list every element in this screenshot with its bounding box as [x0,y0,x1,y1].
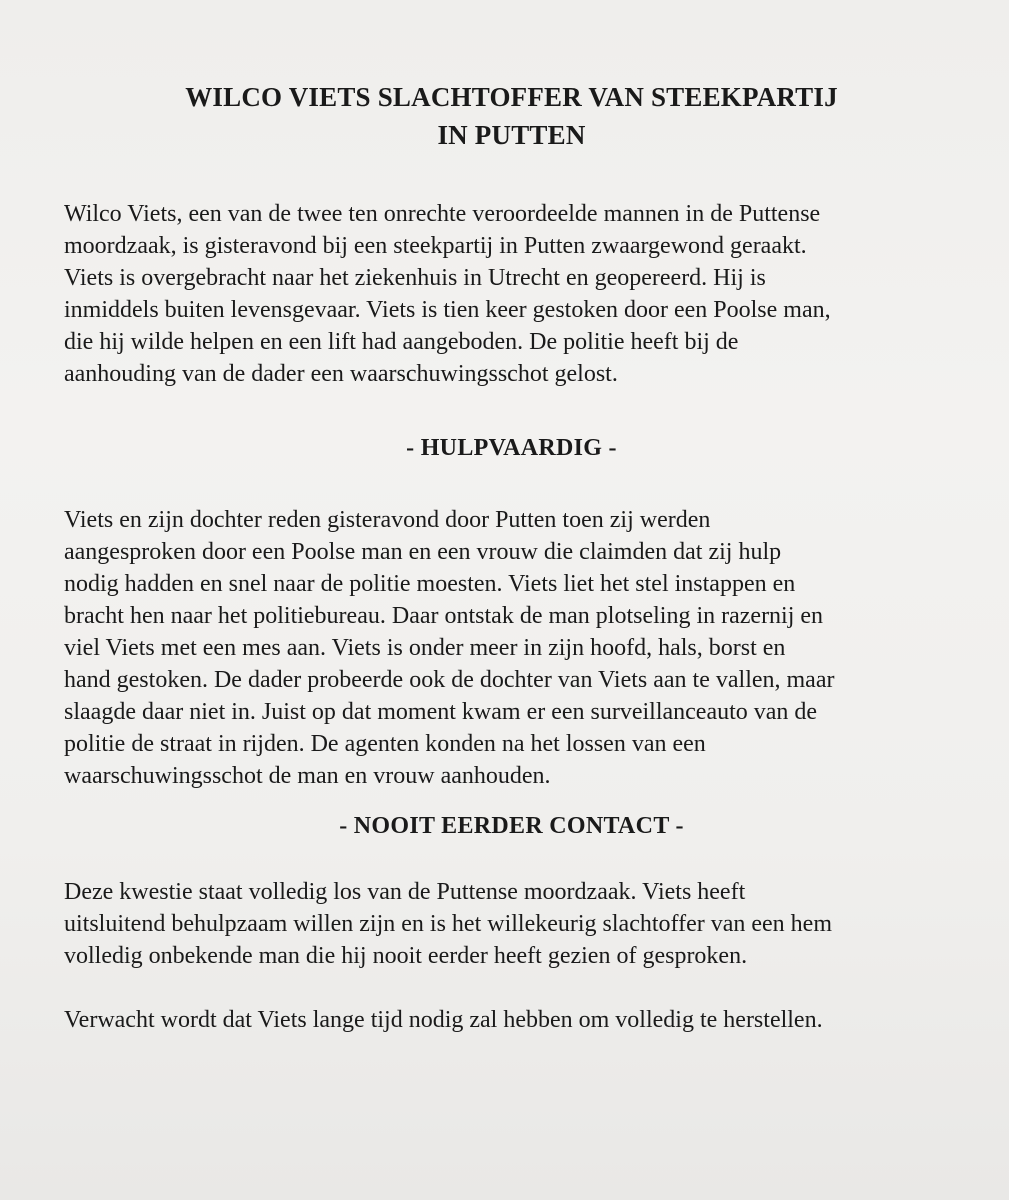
text-line: aanhouding van de dader een waarschuwingsschot gelost. [64,361,618,387]
section-paragraph-hulpvaardig [64,504,969,792]
text-line: nodig hadden en snel naar de politie moesten. Viets liet het stel instappen en [64,571,796,597]
text-line: Wilco Viets, een van de twee ten onrechte veroordeelde mannen in de Puttense [64,201,821,227]
text-line: viel Viets met een mes aan. Viets is onder meer in zijn hoofd, hals, borst en [64,635,786,661]
text-line: volledig onbekende man die hij nooit eerder heeft gezien of gesproken. [64,943,748,969]
text-line: Deze kwestie staat volledig los van de Puttense moordzaak. Viets heeft [64,879,746,905]
text-line: hand gestoken. De dader probeerde ook de dochter van Viets aan te vallen, maar [64,667,835,693]
intro-paragraph [64,198,969,390]
text-line: aangesproken door een Poolse man en een vrouw die claimden dat zij hulp [64,539,782,565]
text-line: inmiddels buiten levensgevaar. Viets is tien keer gestoken door een Poolse man, [64,297,831,323]
title-line: WILCO VIETS SLACHTOFFER VAN STEEKPARTIJ [185,82,838,112]
text-line: Viets en zijn dochter reden gisteravond door Putten toen zij werden [64,507,711,533]
text-line: politie de straat in rijden. De agenten konden na het lossen van een [64,731,706,757]
text-line: Viets is overgebracht naar het ziekenhuis in Utrecht en geopereerd. Hij is [64,265,766,291]
section-heading-hulpvaardig: - HULPVAARDIG - [406,435,617,461]
text-line: moordzaak, is gisteravond bij een steekpartij in Putten zwaargewond geraakt. [64,233,807,259]
text-line: waarschuwingsschot de man en vrouw aanhouden. [64,763,551,789]
text-line: Verwacht wordt dat Viets lange tijd nodig zal hebben om volledig te herstellen. [64,1007,823,1033]
section-heading-nooit-eerder-contact: - NOOIT EERDER CONTACT - [339,813,684,839]
document-title [64,78,969,154]
text-line: die hij wilde helpen en een lift had aangeboden. De politie heeft bij de [64,329,739,355]
closing-paragraph [64,1004,969,1036]
title-line: IN PUTTEN [437,120,586,150]
text-line: bracht hen naar het politiebureau. Daar ontstak de man plotseling in razernij en [64,603,824,629]
text-line: slaagde daar niet in. Juist op dat moment kwam er een surveillanceauto van de [64,699,818,725]
text-line: uitsluitend behulpzaam willen zijn en is het willekeurig slachtoffer van een hem [64,911,832,937]
section-paragraph-nooit-eerder-contact [64,876,969,972]
